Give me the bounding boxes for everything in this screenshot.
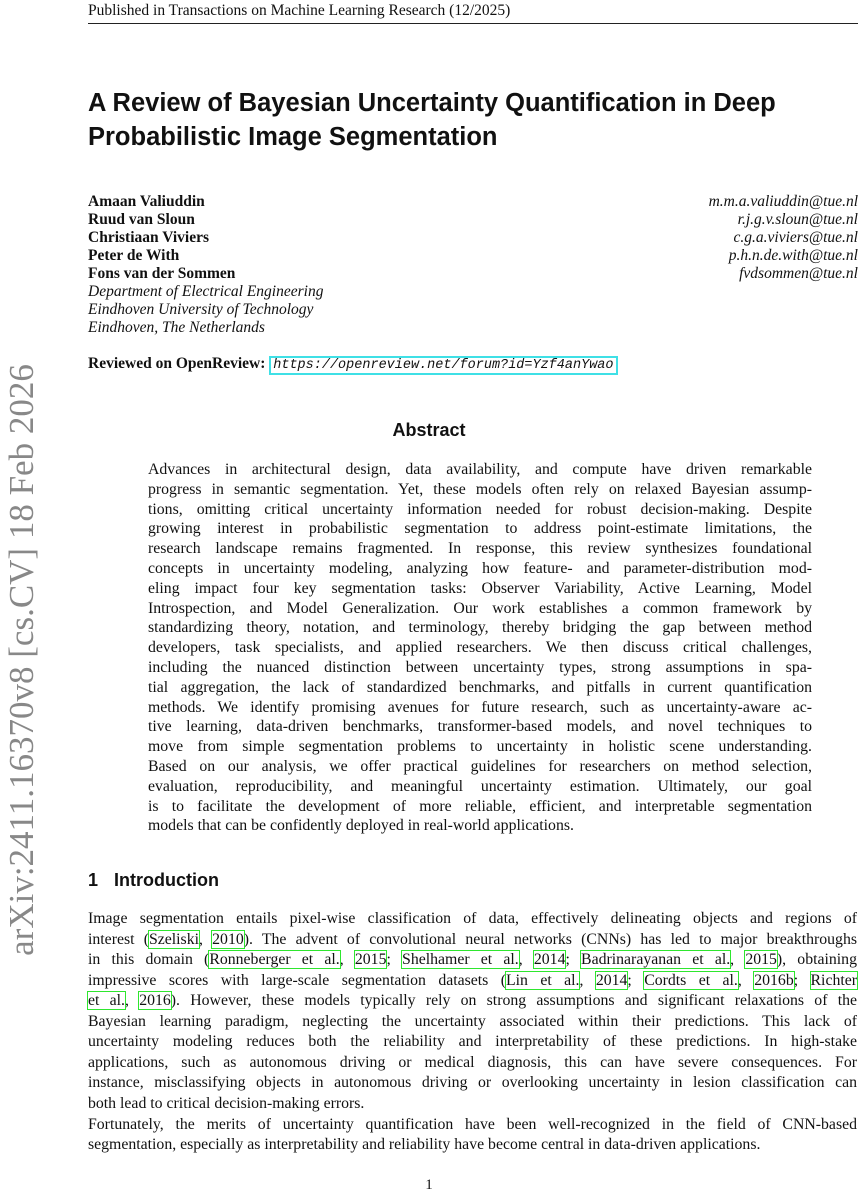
citation-link[interactable]: 2014: [595, 971, 628, 989]
abstract-line: Advances in architectural design, data availability, and compute have driven remarkable: [148, 461, 812, 478]
citation-link[interactable]: et al.: [88, 992, 125, 1009]
citation-link[interactable]: Badrinarayanan et al.: [581, 951, 731, 968]
text-line: both lead to critical decision-making errors.: [88, 1094, 365, 1112]
author-row: [88, 211, 858, 229]
text-line: et al., 2016). However, these models typically rely on strong assumptions and significant relaxations of the: [88, 992, 857, 1009]
section-title: Introduction: [114, 870, 219, 890]
author-email[interactable]: c.g.a.viviers@tue.nl: [733, 229, 858, 246]
openreview-label: Reviewed on OpenReview:: [88, 355, 266, 372]
citation-link[interactable]: 2014: [533, 951, 566, 968]
abstract-line: evaluation, reproducibility, and meaningful uncertainty estimation. Ultimately, our goal: [148, 777, 812, 795]
author-row: [88, 247, 858, 265]
abstract-line: growing interest in probabilistic segmentation to address point-estimate limitations, the: [148, 520, 812, 538]
abstract-line: developers, task specialists, and applied researchers. We then discuss critical challenges,: [148, 639, 812, 657]
section-heading: [88, 870, 219, 891]
abstract-line: is to facilitate the development of more reliable, efficient, and interpretable segmentation: [148, 797, 812, 815]
author-email[interactable]: m.m.a.valiuddin@tue.nl: [708, 193, 858, 210]
text-line: Fortunately, the merits of uncertainty quantification have been well-recognized in the field of CNN-based: [88, 1115, 857, 1133]
abstract-line: concepts in uncertainty modeling, analyzing how feature- and parameter-distribution mod-: [148, 559, 812, 577]
citation-link[interactable]: 2015: [745, 951, 777, 968]
citation-link[interactable]: Cordts et al.: [644, 971, 738, 989]
citation-link[interactable]: Ronneberger et al.: [209, 951, 340, 968]
title-line: Probabilistic Image Segmentation: [88, 123, 498, 151]
abstract-line: move from simple segmentation problems to uncertainty in holistic scene understanding.: [148, 738, 812, 756]
abstract-line: including the nuanced distinction between uncertainty types, strong assumptions in spa-: [148, 658, 812, 676]
author-email[interactable]: fvdsommen@tue.nl: [739, 265, 858, 282]
citation-link[interactable]: Shelhamer et al.: [402, 951, 519, 968]
affiliation-line: Department of Electrical Engineering: [88, 283, 324, 300]
abstract-line: progress in semantic segmentation. Yet, these models often rely on relaxed Bayesian assump-: [148, 480, 812, 498]
abstract-line: tial aggregation, the lack of standardized benchmarks, and pitfalls in current quantification: [148, 678, 812, 696]
arxiv-stamp: arXiv:2411.16370v8 [cs.CV] 18 Feb 2026: [2, 364, 41, 956]
abstract-line: methods. We identify promising avenues for future research, such as uncertainty-aware ac-: [148, 698, 812, 716]
citation-link[interactable]: Richter: [810, 971, 858, 989]
abstract-line: Introspection, and Model Generalization. Our work establishes a common framework by: [148, 599, 812, 617]
abstract-body: [148, 460, 812, 836]
citation-link[interactable]: 2016b: [754, 971, 794, 989]
text-line: in this domain (Ronneberger et al., 2015; Shelhamer et al., 2014; Badrinarayanan et al., 2015), obtaining: [88, 951, 857, 968]
paragraph: [88, 909, 857, 1114]
page-number: 1: [425, 1177, 433, 1193]
openreview-line: [88, 355, 618, 373]
affiliation-line: Eindhoven, The Netherlands: [88, 319, 265, 336]
author-name: Peter de With: [88, 247, 180, 264]
citation-link[interactable]: 2016: [139, 992, 171, 1009]
abstract-line: tions, omitting critical uncertainty information needed for robust decision-making. Despite: [148, 500, 812, 518]
introduction-body: [88, 909, 857, 1156]
text-line: interest (Szeliski, 2010). The advent of convolutional neural networks (CNNs) has led to major breakthroughs: [88, 930, 857, 948]
author-block: [88, 193, 858, 337]
citation-link[interactable]: Szeliski: [148, 930, 199, 948]
openreview-link[interactable]: https://openreview.net/forum?id=Yzf4anYwao: [269, 356, 617, 375]
paragraph: [88, 1115, 857, 1156]
author-name: Ruud van Sloun: [88, 211, 195, 228]
paper-title: [88, 86, 858, 154]
abstract-line: tive learning, data-driven benchmarks, transformer-based models, and novel techniques to: [148, 718, 812, 736]
abstract-line: models that can be confidently deployed in real-world applications.: [148, 817, 574, 835]
citation-link[interactable]: 2010: [212, 930, 244, 948]
author-row: [88, 265, 858, 283]
abstract-line: Based on our analysis, we offer practical guidelines for researchers on method selection,: [148, 757, 812, 775]
section-number: 1: [88, 870, 99, 890]
author-name: Christiaan Viviers: [88, 229, 209, 246]
abstract-line: eling impact four key segmentation tasks: Observer Variability, Active Learning, Model: [148, 579, 812, 597]
citation-link[interactable]: Lin et al.: [505, 971, 580, 989]
title-line: A Review of Bayesian Uncertainty Quantification in Deep: [88, 89, 776, 117]
abstract-line: research landscape remains fragmented. In response, this review synthesizes foundational: [148, 540, 812, 558]
author-name: Amaan Valiuddin: [88, 193, 205, 210]
text-line: applications, such as autonomous driving or medical diagnosis, this can have severe consequences. For: [88, 1053, 857, 1071]
author-row: [88, 193, 858, 211]
abstract-line: standardizing theory, notation, and terminology, thereby bridging the gap between method: [148, 619, 812, 637]
citation-link[interactable]: 2015: [354, 951, 387, 968]
affiliation-line: Eindhoven University of Technology: [88, 301, 314, 318]
text-line: uncertainty modeling reduces both the reliability and interpretability of these predictions. In high-stake: [88, 1033, 857, 1050]
text-line: Bayesian learning paradigm, neglecting the uncertainty associated within their predictions. This lack of: [88, 1012, 857, 1030]
running-header: Published in Transactions on Machine Learning Research (12/2025): [88, 2, 858, 24]
author-row: [88, 229, 858, 247]
text-line: Image segmentation entails pixel-wise classification of data, effectively delineating objects and regions of: [88, 910, 857, 927]
author-email[interactable]: p.h.n.de.with@tue.nl: [728, 247, 858, 264]
text-line: impressive scores with large-scale segmentation datasets (Lin et al., 2014; Cordts et al., 2016b; Richter: [88, 971, 858, 989]
author-name: Fons van der Sommen: [88, 265, 236, 282]
abstract-heading: Abstract: [392, 420, 466, 440]
text-line: instance, misclassifying objects in autonomous driving or overlooking uncertainty in lesion classification can: [88, 1074, 857, 1091]
text-line: segmentation, especially as interpretability and reliability have become central in data-driven applications.: [88, 1136, 761, 1153]
author-email[interactable]: r.j.g.v.sloun@tue.nl: [737, 211, 858, 228]
